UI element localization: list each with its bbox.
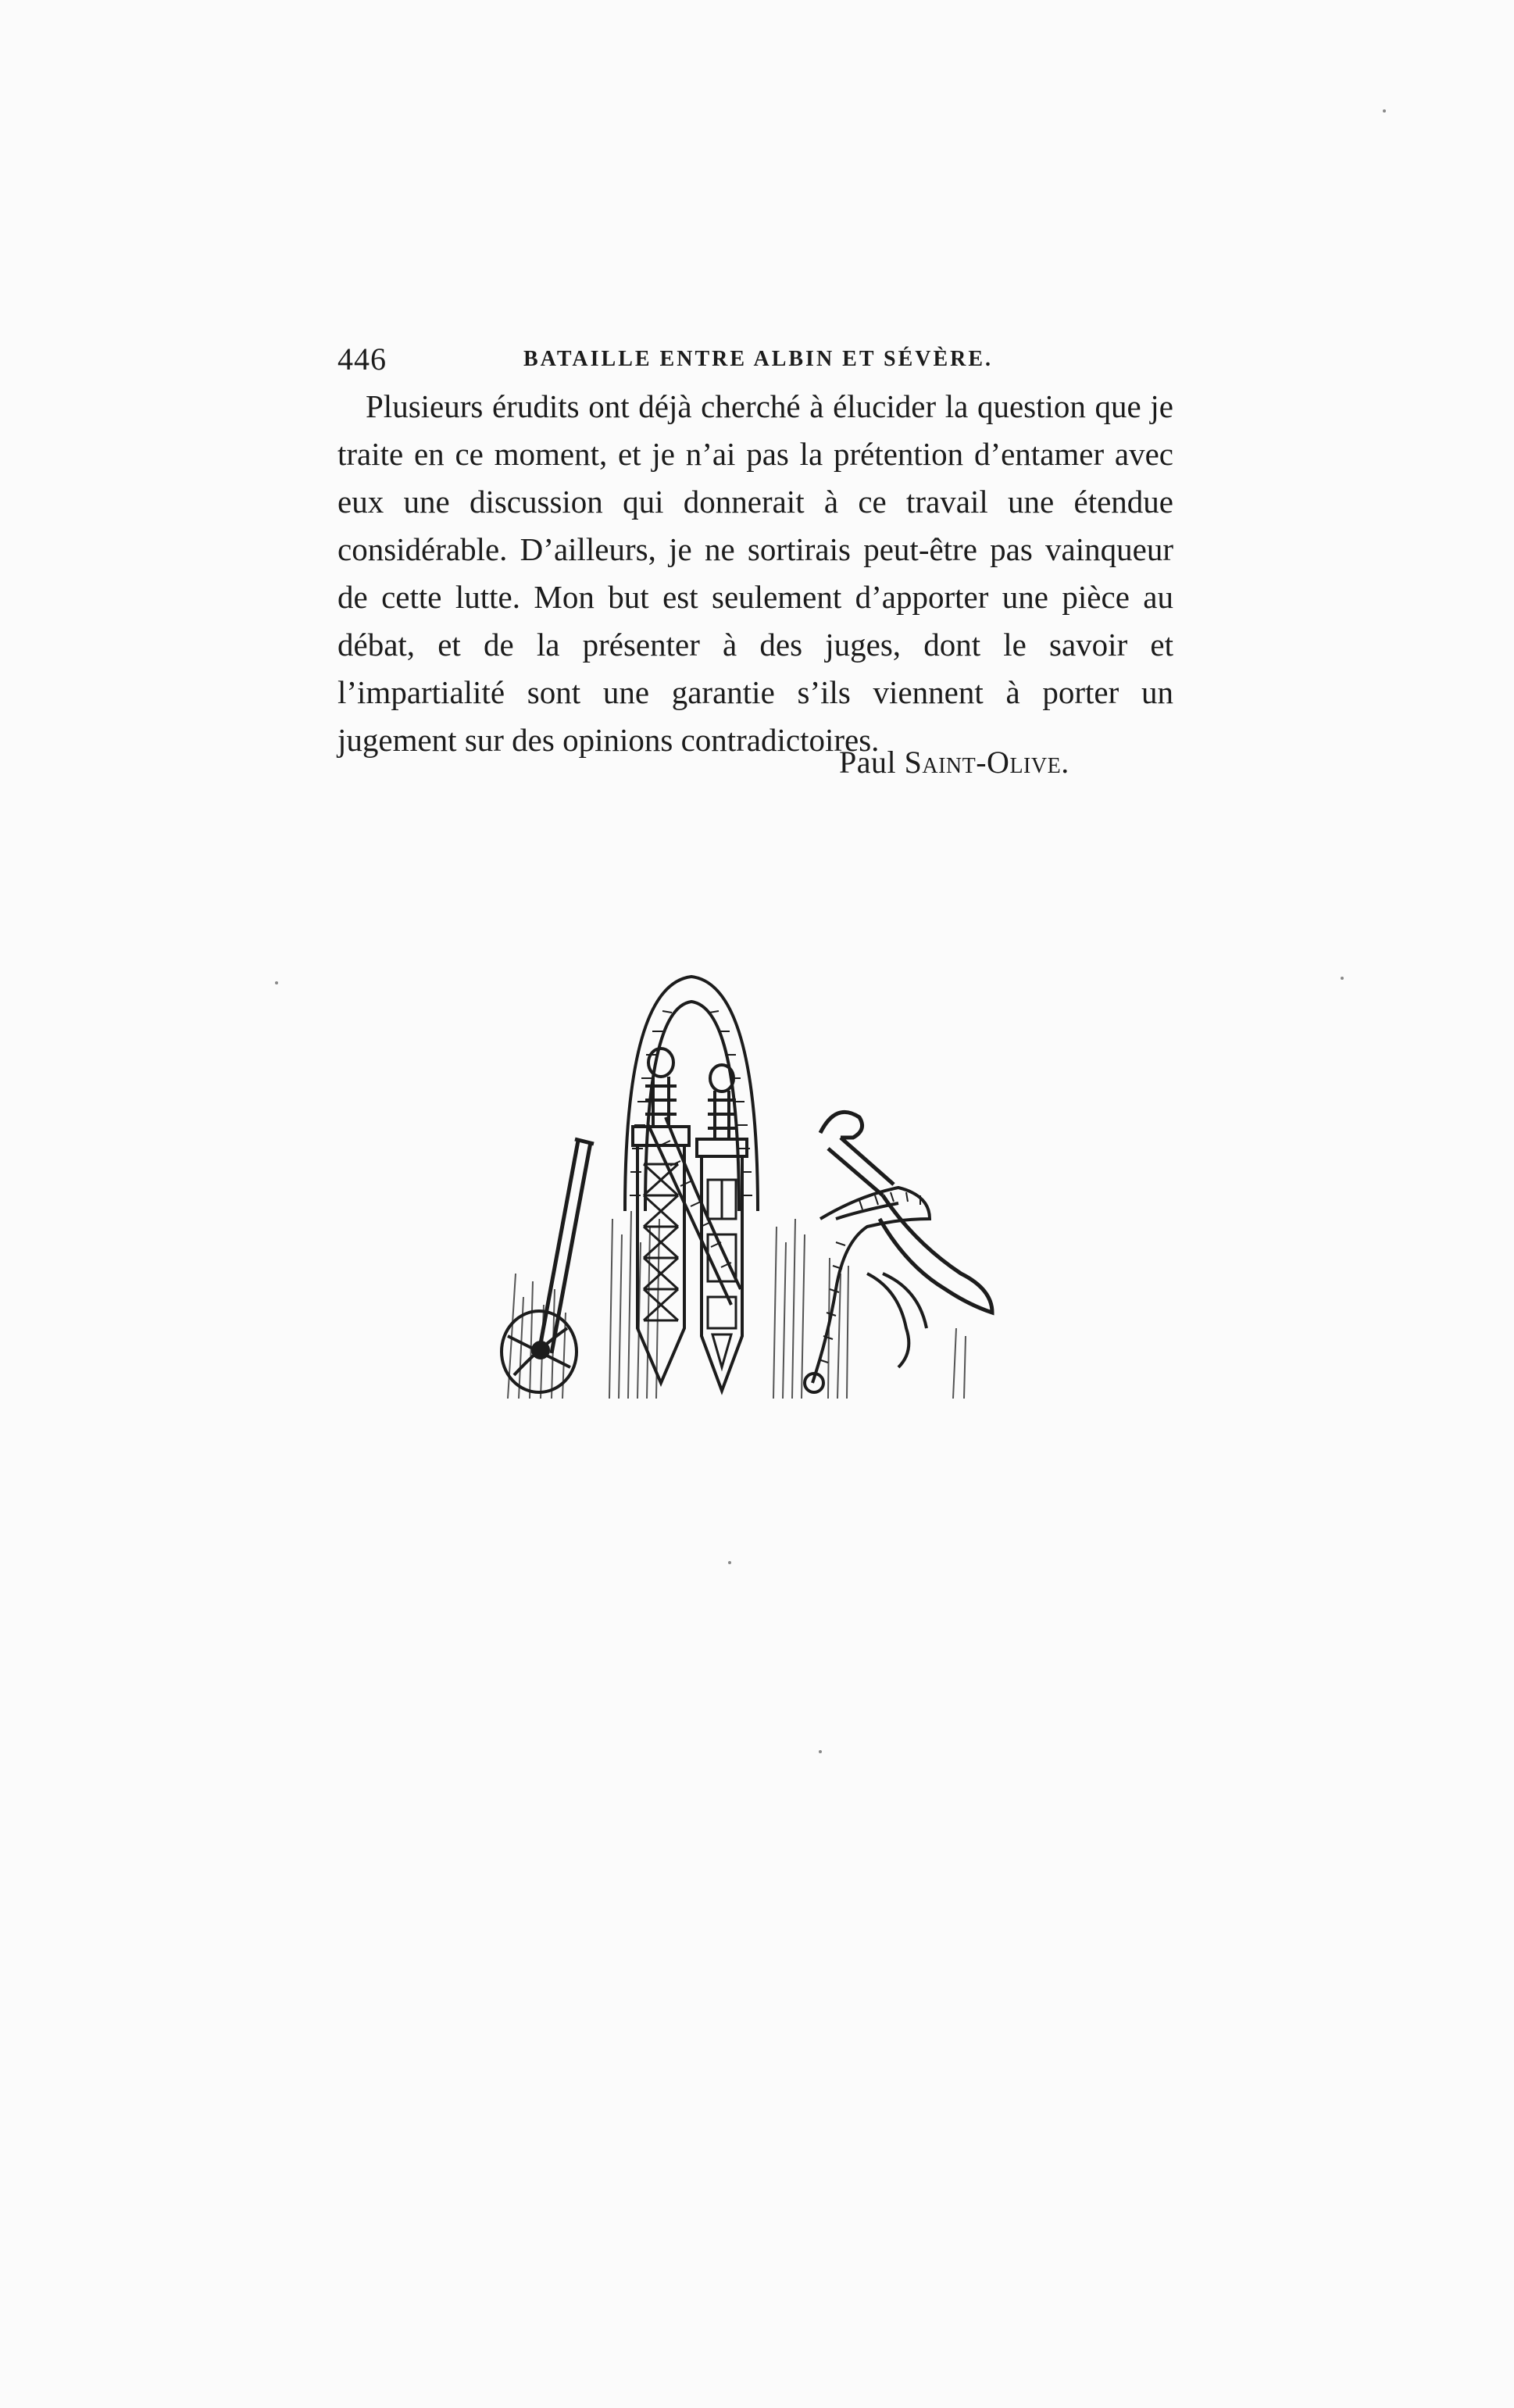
author-signature <box>839 744 1069 781</box>
body-paragraph: Plusieurs érudits ont déjà cherché à élucider la question que je traite en ce moment, et je n’ai pas la prétention d’entamer avec eux une discussion qui donnerait à ce travail une étendue considérable. D’ailleurs, je ne sortirais peut-être pas vainqueur de cette lutte. Mon but est seulement d’apporter une pièce au débat, et de la présenter à des juges, dont le savoir et l’impartialité sont une garantie s’ils viennent à porter un jugement sur des opinions contradictoires. <box>337 388 1173 758</box>
paper-speck <box>1383 109 1386 113</box>
paper-speck <box>275 981 278 984</box>
page-number: 446 <box>337 341 387 377</box>
roman-weapons-engraving-icon <box>492 961 1023 1430</box>
running-head <box>337 341 1166 380</box>
paper-speck <box>728 1561 731 1564</box>
author-surname: Saint-Olive. <box>904 745 1069 780</box>
paper-speck <box>819 1750 822 1753</box>
author-given-name: Paul <box>839 745 897 780</box>
running-title: BATAILLE ENTRE ALBIN ET SÉVÈRE. <box>523 347 994 371</box>
paper-speck <box>1341 977 1344 980</box>
